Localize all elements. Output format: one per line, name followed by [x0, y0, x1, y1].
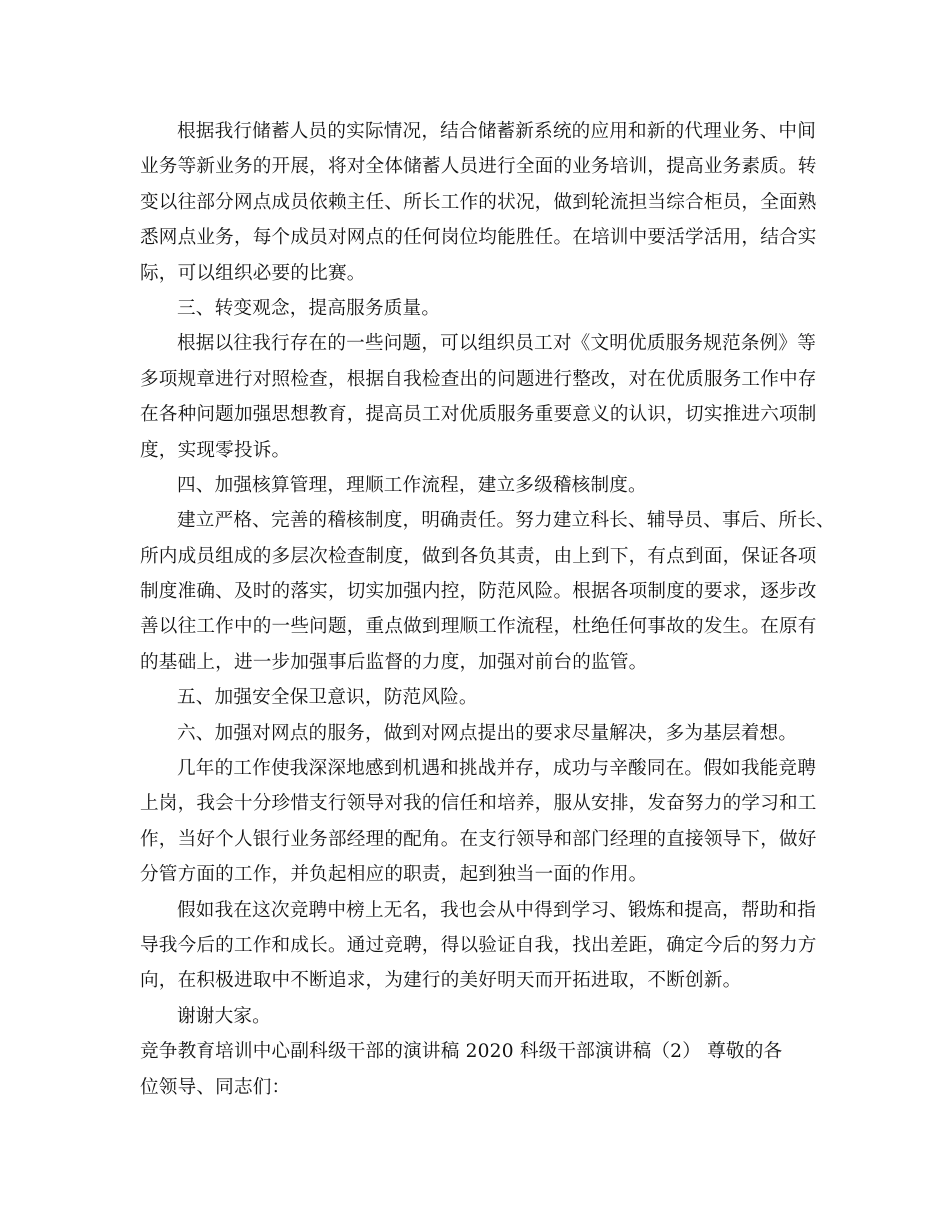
text-line: 制度准确、及时的落实，切实加强内控，防范风险。根据各项制度的要求，逐步改 [140, 581, 817, 603]
text-line: 五、加强安全保卫意识，防范风险。 [177, 687, 478, 709]
text-line: 位领导、同志们： [140, 1076, 291, 1098]
text-line: 变以往部分网点成员依赖主任、所长工作的状况，做到轮流担当综合柜员，全面熟 [140, 191, 817, 213]
text-line: 分管方面的工作，并负起相应的职责，起到独当一面的作用。 [140, 864, 648, 886]
text-line: 建立严格、完善的稽核制度，明确责任。努力建立科长、辅导员、事后、所长、 [177, 510, 835, 532]
text-line: 际，可以组织必要的比赛。 [140, 262, 366, 284]
text-line: 业务等新业务的开展，将对全体储蓄人员进行全面的业务培训，提高业务素质。转 [140, 156, 817, 178]
text-line: 三、转变观念，提高服务质量。 [177, 297, 441, 319]
text-line: 根据我行储蓄人员的实际情况，结合储蓄新系统的应用和新的代理业务、中间 [177, 121, 816, 142]
text-line: 根据以往我行存在的一些问题，可以组织员工对《文明优质服务规范条例》等 [177, 333, 816, 355]
text-line: 上岗，我会十分珍惜支行领导对我的信任和培养，服从安排，发奋努力的学习和工 [140, 793, 817, 815]
text-line: 的基础上，进一步加强事后监督的力度，加强对前台的监管。 [140, 651, 648, 673]
text-line: 在各种问题加强思想教育，提高员工对优质服务重要意义的认识，切实推进六项制 [140, 404, 817, 426]
text-line: 多项规章进行对照检查，根据自我检查出的问题进行整改，对在优质服务工作中存 [140, 368, 817, 390]
document-body [140, 114, 835, 1105]
text-line: 谢谢大家。 [177, 1005, 271, 1027]
text-line: 悉网点业务，每个成员对网点的任何岗位均能胜任。在培训中要活学活用，结合实 [140, 227, 817, 249]
text-line: 几年的工作使我深深地感到机遇和挑战并存，成功与辛酸同在。假如我能竞聘 [177, 758, 816, 780]
text-line: 导我今后的工作和成长。通过竞聘，得以验证自我，找出差距，确定今后的努力方 [140, 934, 817, 956]
text-line: 作，当好个人银行业务部经理的配角。在支行领导和部门经理的直接领导下，做好 [140, 828, 817, 850]
text-line: 竞争教育培训中心副科级干部的演讲稿 2020 科级干部演讲稿（2） 尊敬的各 [140, 1041, 783, 1063]
text-line: 所内成员组成的多层次检查制度，做到各负其责，由上到下，有点到面，保证各项 [140, 545, 817, 567]
text-line: 六、加强对网点的服务，做到对网点提出的要求尽量解决，多为基层着想。 [177, 722, 798, 744]
text-line: 善以往工作中的一些问题，重点做到理顺工作流程，杜绝任何事故的发生。在原有 [140, 616, 817, 638]
text-line: 假如我在这次竞聘中榜上无名，我也会从中得到学习、锻炼和提高，帮助和指 [177, 899, 816, 921]
text-line: 度，实现零投诉。 [140, 439, 291, 461]
text-line: 四、加强核算管理，理顺工作流程，建立多级稽核制度。 [177, 474, 647, 496]
text-line: 向，在积极进取中不断追求，为建行的美好明天而开拓进取，不断创新。 [140, 970, 742, 992]
